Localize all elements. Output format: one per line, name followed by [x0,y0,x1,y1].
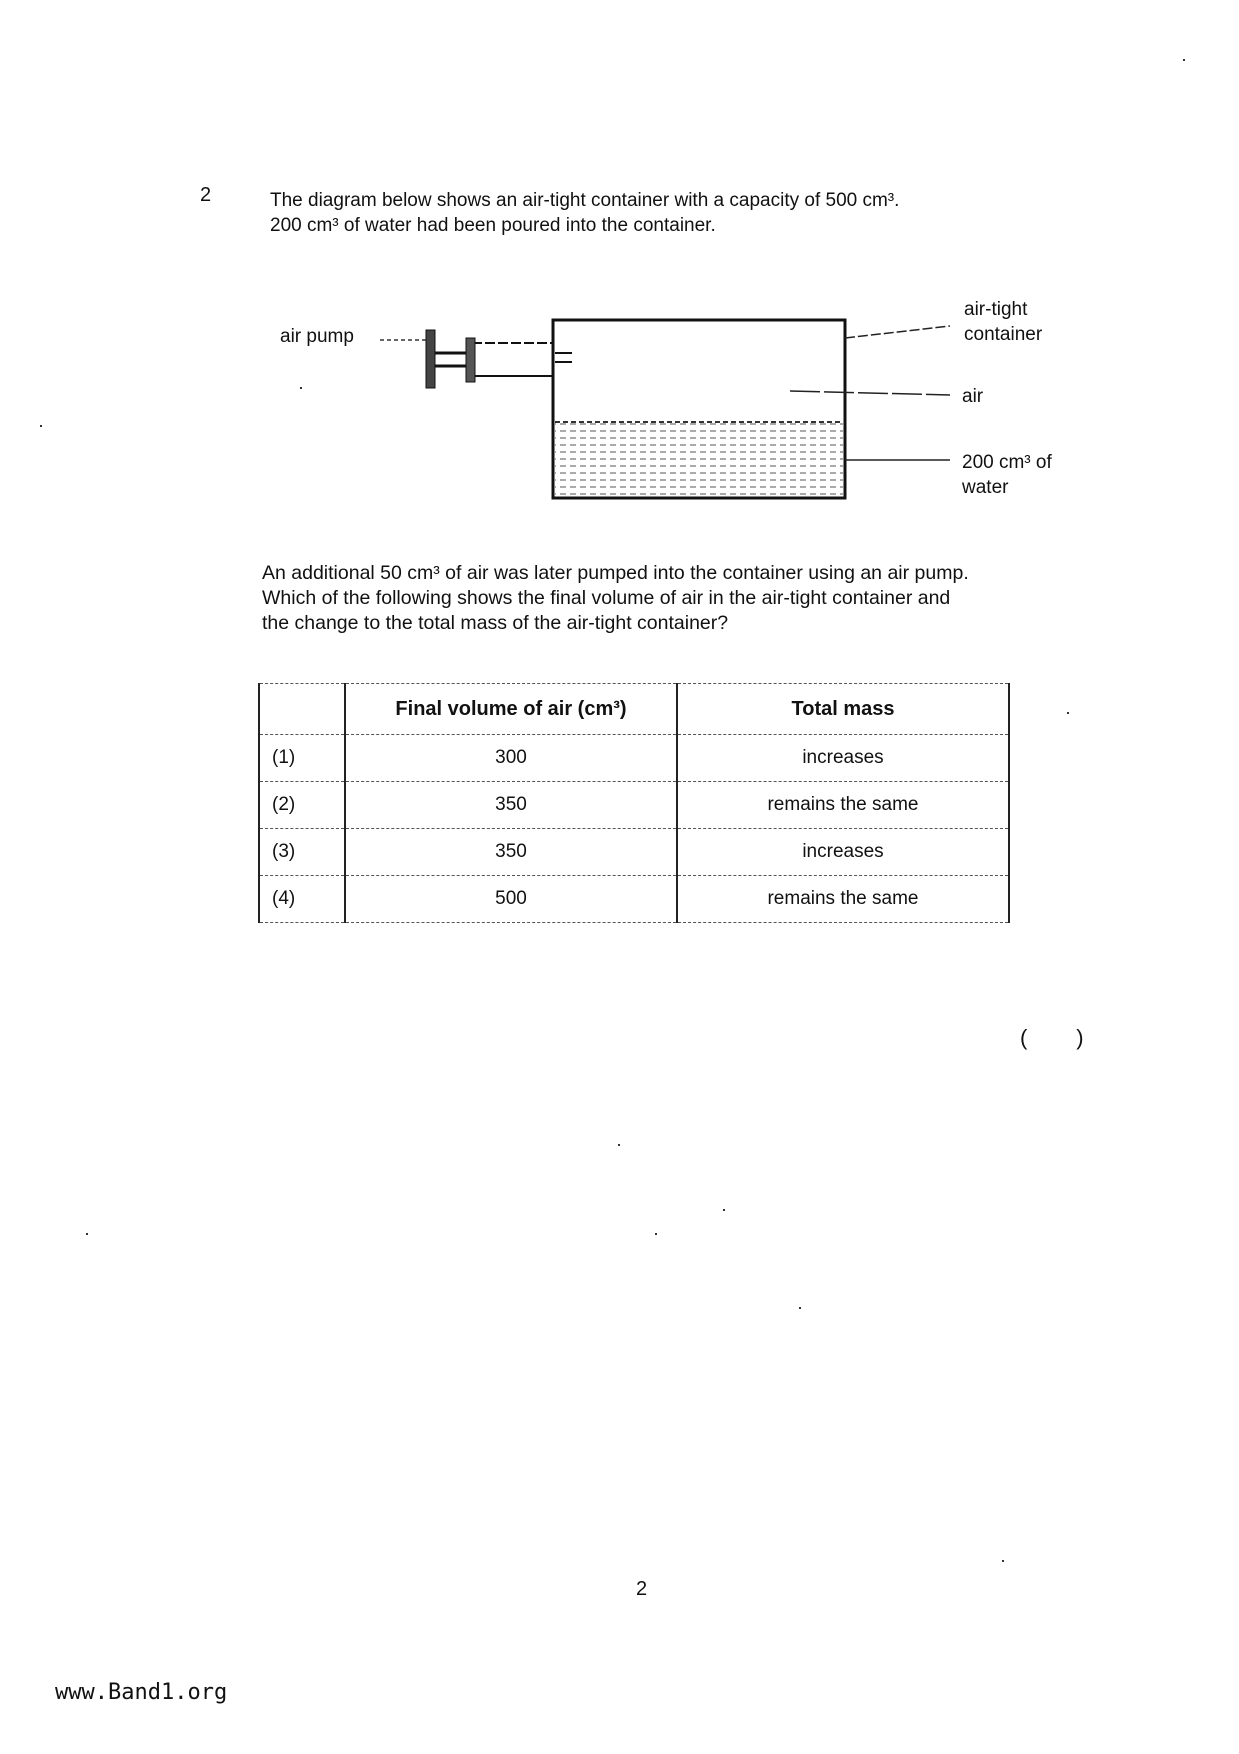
scan-speck [723,1209,725,1211]
table-row[interactable] [259,735,1009,782]
scan-speck [86,1233,88,1235]
container-leader [845,326,950,338]
intro-line-2: 200 cm³ of water had been poured into the container. [270,215,716,236]
label-air: air [962,386,984,407]
label-container [964,297,1042,347]
scan-speck [1183,59,1185,61]
label-air-pump: air pump [280,326,354,347]
scan-speck [655,1233,657,1235]
option-volume: 300 [345,735,677,782]
scan-speck [300,387,302,389]
answer-bracket[interactable]: ( ) [1020,1025,1084,1050]
option-volume: 350 [345,829,677,876]
option-label: (1) [259,735,345,782]
prompt-line-1: An additional 50 cm³ of air was later pumped into the container using an air pump. [262,562,969,584]
page-number: 2 [636,1578,648,1600]
water-region [555,422,843,496]
question-number: 2 [200,184,212,206]
label-water-line-2: water [962,477,1009,498]
header-option [259,684,345,735]
option-mass: remains the same [677,782,1009,829]
label-water-line-1: 200 cm³ of [962,452,1052,473]
label-container-line-2: container [964,324,1043,345]
option-label: (3) [259,829,345,876]
option-mass: remains the same [677,876,1009,923]
pump-valve [466,338,475,382]
scan-speck [799,1307,801,1309]
scan-speck [618,1144,620,1146]
table-row[interactable] [259,829,1009,876]
table-row[interactable] [259,876,1009,923]
header-final-volume: Final volume of air (cm³) [345,684,677,735]
question-intro [270,188,1130,238]
prompt-line-2: Which of the following shows the final volume of air in the air-tight container and [262,587,951,609]
intro-line-1: The diagram below shows an air-tight container with a capacity of 500 cm³. [270,190,900,211]
option-volume: 350 [345,782,677,829]
question-prompt [262,561,1122,636]
scan-speck [1002,1560,1004,1562]
option-mass: increases [677,829,1009,876]
header-total-mass: Total mass [677,684,1009,735]
option-volume: 500 [345,876,677,923]
options-table [258,683,1010,923]
label-container-line-1: air-tight [964,299,1028,320]
prompt-line-3: the change to the total mass of the air-tight container? [262,612,729,634]
scan-speck [40,425,42,427]
option-label: (2) [259,782,345,829]
option-mass: increases [677,735,1009,782]
label-water [962,450,1052,500]
table-row[interactable] [259,782,1009,829]
option-label: (4) [259,876,345,923]
pump-handle [426,330,435,388]
footer-url: www.Band1.org [55,1680,228,1705]
scan-speck [1067,712,1069,714]
table-header-row [259,684,1009,735]
air-tight-container-diagram [250,288,1150,528]
